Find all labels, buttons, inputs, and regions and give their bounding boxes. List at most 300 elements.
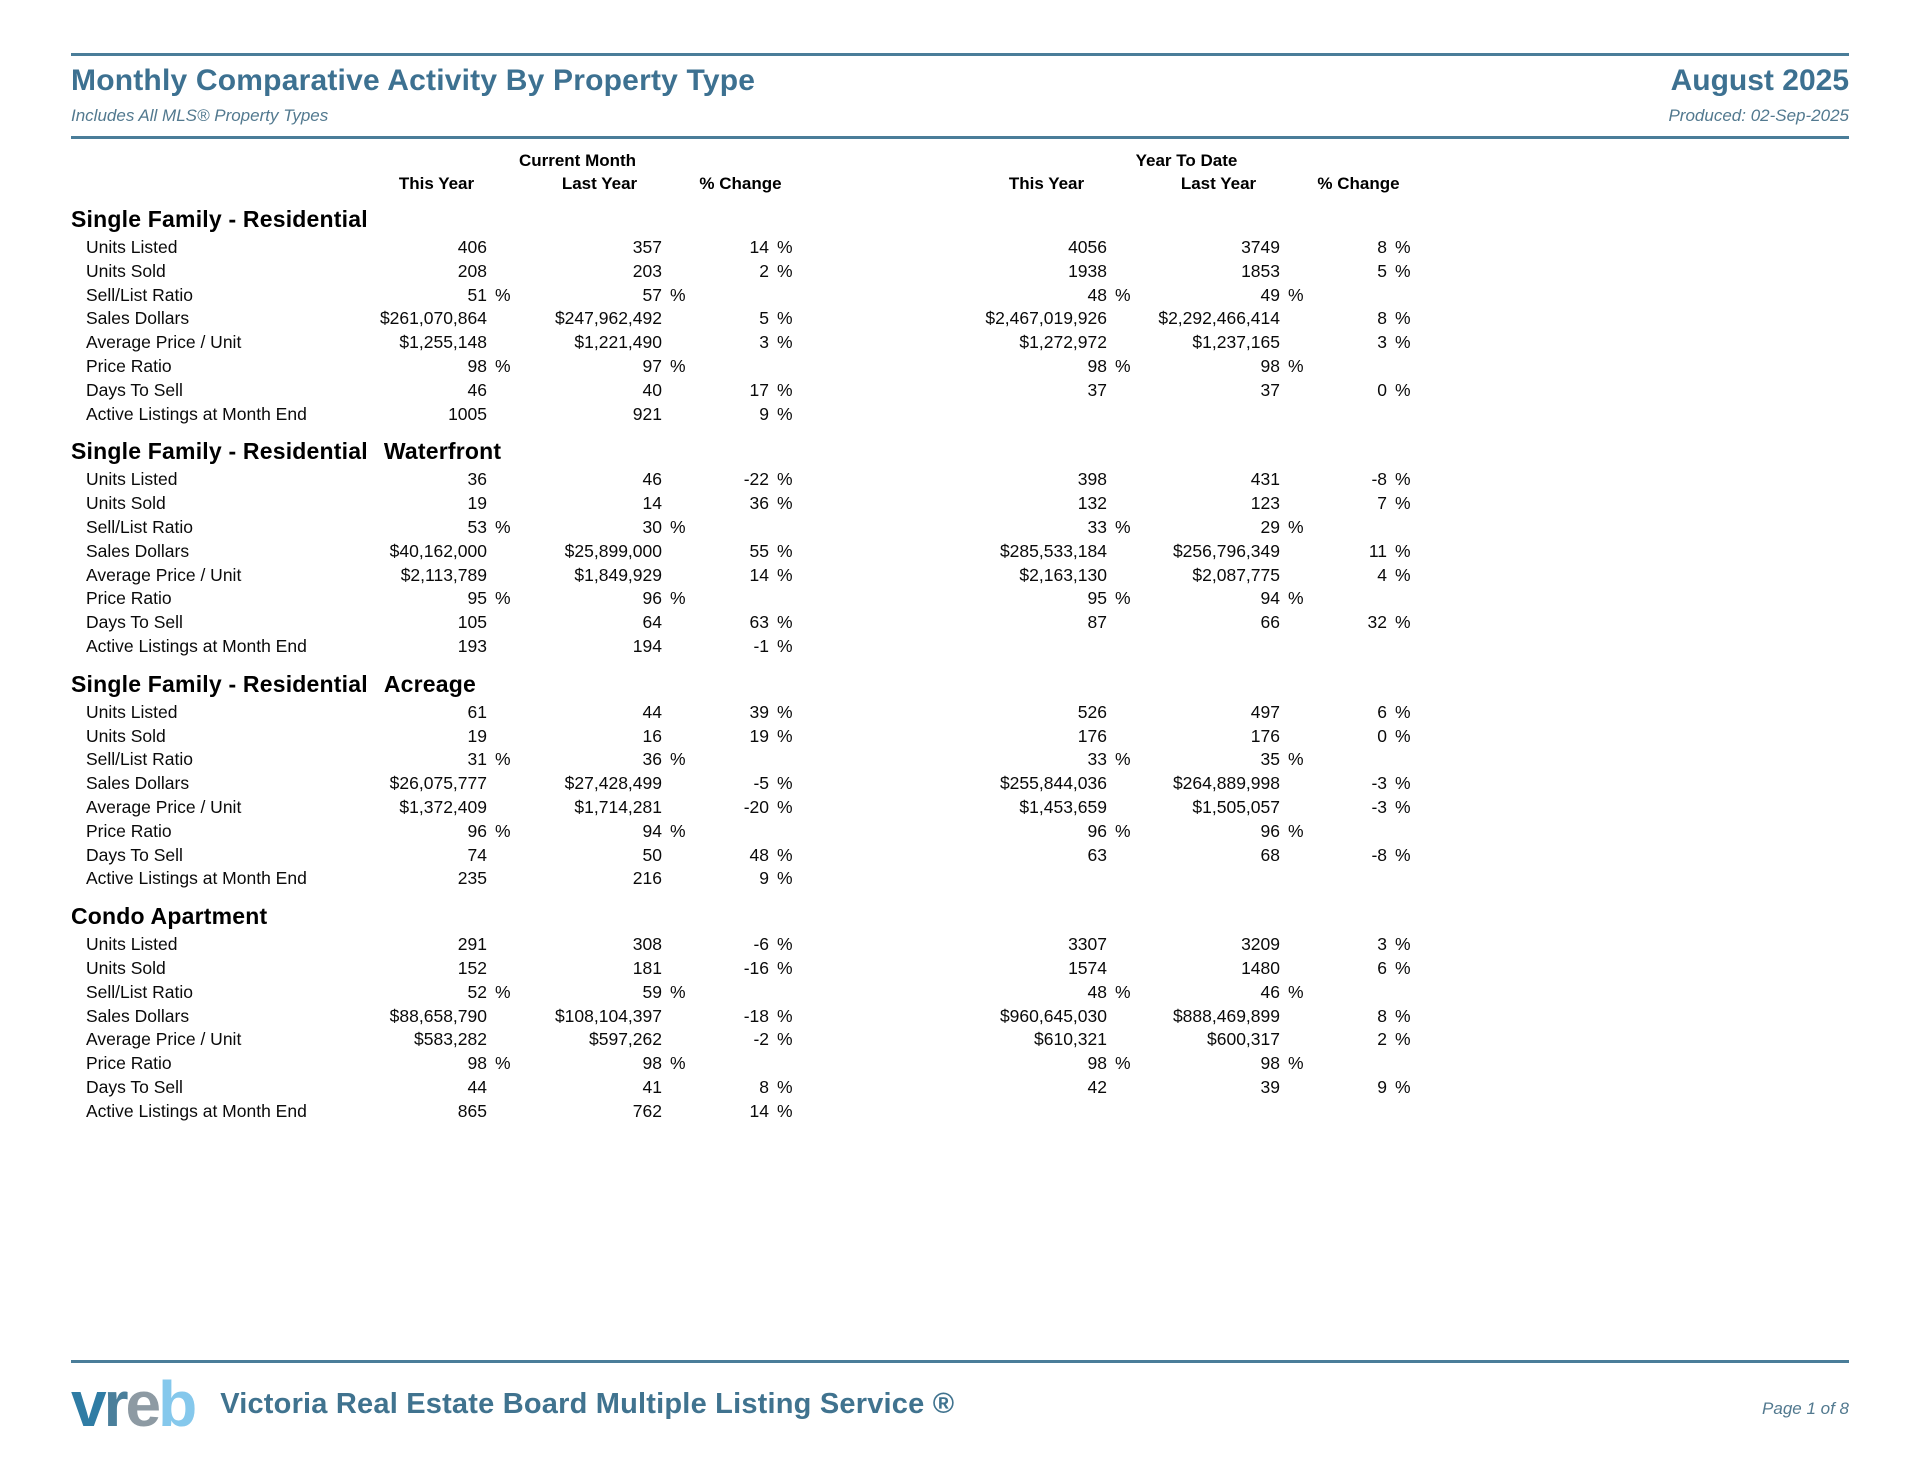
cell-value: 48 [1087,284,1107,305]
row-label: Average Price / Unit [86,796,242,817]
cell-value: 39 [749,701,769,722]
cell-cm-pct-change [687,1100,794,1124]
row-label: Units Listed [86,934,178,955]
cell-value: 98 [467,355,487,376]
row-label: Sell/List Ratio [86,284,193,305]
cell-value: 63 [1087,844,1107,865]
row-label: Price Ratio [86,355,172,376]
cell-value: $2,292,466,414 [1158,308,1280,329]
cell-value: 16 [642,725,662,746]
report-header-right [1668,63,1849,126]
cell-ytd-this-year [961,748,1132,772]
report-table [71,151,1849,1124]
cell-ytd-this-year [961,355,1132,379]
section-rows [71,468,1849,658]
cell-value: 181 [632,957,662,978]
cell-value: 30 [642,516,662,537]
cell-ytd-this-year [961,587,1132,611]
cell-cm-last-year [512,468,687,492]
cell-cm-pct-change [687,516,794,540]
cell-cm-this-year [361,236,512,260]
cell-unit: % [777,868,793,889]
cell-cm-this-year [361,748,512,772]
cell-ytd-last-year [1132,260,1305,284]
cell-ytd-this-year [961,701,1132,725]
cell-value: 46 [467,379,487,400]
page-subtitle: Includes All MLS® Property Types [71,106,329,125]
cell-ytd-this-year [961,635,1132,659]
cell-ytd-last-year [1132,307,1305,331]
cell-ytd-this-year [961,379,1132,403]
cell-cm-pct-change [687,1028,794,1052]
table-row [71,611,1849,635]
cell-value: 6 [1377,701,1387,722]
cell-unit: % [777,237,793,257]
cell-ytd-this-year [961,820,1132,844]
table-row [71,540,1849,564]
cell-cm-this-year [361,1005,512,1029]
cell-value: $247,962,492 [554,308,662,329]
cell-value: -22 [743,469,769,490]
table-row [71,725,1849,749]
cell-unit: % [1395,701,1411,722]
cell-ytd-last-year [1132,236,1305,260]
row-label: Price Ratio [86,820,172,841]
column-header-ytd-last-year: Last Year [1180,174,1257,193]
cell-cm-this-year [361,796,512,820]
page-number: Page 1 of 8 [1762,1399,1849,1418]
table-row [71,468,1849,492]
cell-unit: % [670,820,686,841]
cell-cm-this-year [361,635,512,659]
cell-value: 96 [467,820,487,841]
produced-date: Produced: 02-Sep-2025 [1668,106,1849,125]
cell-value: 8 [1377,1005,1387,1026]
table-row [71,867,1849,891]
cell-value: 176 [1077,725,1107,746]
cell-value: 37 [1087,379,1107,400]
cell-unit: % [495,749,511,770]
cell-value: 68 [1260,844,1280,865]
cell-ytd-last-year [1132,772,1305,796]
cell-value: 4 [1377,564,1387,585]
cell-unit: % [1115,284,1131,305]
section-title: Single Family - Residential [71,670,368,697]
row-label: Active Listings at Month End [86,403,307,424]
cell-value: $597,262 [589,1029,662,1050]
cell-cm-last-year [512,635,687,659]
cell-ytd-last-year [1132,468,1305,492]
cell-value: 49 [1260,284,1280,305]
cell-value: $40,162,000 [389,540,487,561]
cell-cm-this-year [361,725,512,749]
cell-cm-this-year [361,260,512,284]
cell-cm-last-year [512,331,687,355]
cell-unit: % [1395,725,1411,746]
cell-cm-last-year [512,1100,687,1124]
cell-cm-last-year [512,307,687,331]
cell-value: $1,237,165 [1192,332,1280,353]
cell-value: $1,849,929 [574,564,662,585]
cell-unit: % [777,1076,793,1097]
cell-value: 8 [1377,308,1387,329]
brand-text: Victoria Real Estate Board Multiple Listing Service ® [220,1387,955,1420]
row-label: Sales Dollars [86,540,190,561]
cell-value: 193 [457,635,487,656]
cell-unit: % [1288,749,1304,770]
cell-value: $888,469,899 [1172,1005,1280,1026]
cell-value: $2,113,789 [400,564,487,585]
cell-value: $1,272,972 [1019,332,1107,353]
cell-unit: % [777,701,793,722]
cell-unit: % [777,379,793,400]
cell-unit: % [1115,355,1131,376]
cell-unit: % [777,308,793,329]
cell-cm-last-year [512,748,687,772]
cell-unit: % [495,1053,511,1074]
cell-cm-this-year [361,284,512,308]
cell-unit: % [1395,934,1411,955]
cell-value: 208 [457,260,487,281]
cell-value: 235 [457,868,487,889]
cell-cm-pct-change [687,468,794,492]
cell-ytd-pct-change [1305,1028,1412,1052]
cell-ytd-this-year [961,307,1132,331]
cell-value: $1,453,659 [1019,796,1107,817]
table-row [71,403,1849,427]
cell-ytd-last-year [1132,1028,1305,1052]
top-rule [71,53,1849,56]
row-label: Units Sold [86,957,166,978]
section-rows [71,236,1849,426]
cell-value: 87 [1087,612,1107,633]
column-header-row [71,174,1849,194]
cell-value: $264,889,998 [1172,773,1280,794]
cell-ytd-last-year [1132,284,1305,308]
cell-cm-pct-change [687,260,794,284]
column-header-ytd-this-year: This Year [1008,174,1085,193]
cell-cm-this-year [361,564,512,588]
cell-value: 66 [1260,612,1280,633]
cell-unit: % [1395,773,1411,794]
cell-cm-last-year [512,403,687,427]
cell-ytd-last-year [1132,701,1305,725]
page-title: Monthly Comparative Activity By Property Type [71,64,756,97]
cell-value: -16 [743,957,769,978]
cell-value: 762 [632,1100,662,1121]
cell-ytd-last-year [1132,516,1305,540]
cell-cm-last-year [512,725,687,749]
cell-unit: % [1395,469,1411,490]
cell-value: 41 [642,1076,662,1097]
cell-cm-last-year [512,772,687,796]
cell-cm-pct-change [687,540,794,564]
property-type-section [71,903,1849,1123]
cell-value: 36 [749,493,769,514]
table-row [71,260,1849,284]
cell-value: $600,317 [1207,1029,1280,1050]
row-label: Days To Sell [86,844,183,865]
cell-cm-pct-change [687,564,794,588]
cell-unit: % [777,934,793,955]
cell-cm-pct-change [687,587,794,611]
report-header-left [71,63,755,126]
cell-ytd-pct-change [1305,611,1412,635]
cell-unit: % [1115,588,1131,609]
cell-ytd-this-year [961,796,1132,820]
cell-ytd-this-year [961,1076,1132,1100]
cell-ytd-this-year [961,516,1132,540]
cell-unit: % [1395,844,1411,865]
cell-value: 1574 [1068,957,1107,978]
cell-value: 31 [467,749,487,770]
report-header [71,63,1849,126]
cell-value: 308 [632,934,662,955]
row-label: Days To Sell [86,379,183,400]
cell-value: -6 [753,934,769,955]
cell-cm-pct-change [687,867,794,891]
cell-ytd-last-year [1132,796,1305,820]
cell-ytd-pct-change [1305,772,1412,796]
cell-ytd-this-year [961,564,1132,588]
cell-unit: % [1288,516,1304,537]
cell-cm-pct-change [687,701,794,725]
cell-unit: % [495,588,511,609]
row-label: Days To Sell [86,1076,183,1097]
cell-value: $255,844,036 [999,773,1107,794]
cell-cm-this-year [361,701,512,725]
cell-value: 203 [632,260,662,281]
cell-cm-last-year [512,981,687,1005]
cell-value: 96 [1260,820,1280,841]
table-row [71,564,1849,588]
cell-ytd-pct-change [1305,748,1412,772]
cell-cm-this-year [361,981,512,1005]
logo-letter: b [158,1368,195,1440]
cell-cm-last-year [512,1028,687,1052]
cell-ytd-this-year [961,331,1132,355]
row-label: Average Price / Unit [86,332,242,353]
cell-unit: % [1395,1076,1411,1097]
cell-unit: % [777,540,793,561]
cell-unit: % [1115,749,1131,770]
cell-cm-pct-change [687,331,794,355]
cell-value: 95 [1087,588,1107,609]
cell-cm-this-year [361,1100,512,1124]
cell-value: 152 [457,957,487,978]
cell-value: 57 [642,284,662,305]
cell-value: -2 [753,1029,769,1050]
cell-unit: % [1395,564,1411,585]
cell-ytd-pct-change [1305,284,1412,308]
cell-value: 194 [632,635,662,656]
cell-unit: % [1395,1005,1411,1026]
cell-value: -20 [743,796,769,817]
cell-ytd-this-year [961,1028,1132,1052]
cell-cm-last-year [512,564,687,588]
cell-value: 59 [642,981,662,1002]
cell-ytd-this-year [961,772,1132,796]
cell-value: 74 [467,844,487,865]
cell-ytd-last-year [1132,564,1305,588]
cell-value: 398 [1077,469,1107,490]
cell-unit: % [1288,1053,1304,1074]
cell-value: 55 [749,540,769,561]
property-type-section [71,206,1849,426]
cell-ytd-this-year [961,933,1132,957]
row-label: Units Sold [86,493,166,514]
cell-cm-last-year [512,1076,687,1100]
cell-ytd-pct-change [1305,1076,1412,1100]
cell-ytd-this-year [961,260,1132,284]
cell-value: 1938 [1068,260,1107,281]
table-row [71,635,1849,659]
cell-cm-pct-change [687,957,794,981]
cell-cm-pct-change [687,981,794,1005]
cell-value: 2 [759,260,769,281]
cell-value: 44 [467,1076,487,1097]
cell-cm-last-year [512,820,687,844]
cell-ytd-last-year [1132,820,1305,844]
cell-ytd-this-year [961,981,1132,1005]
cell-value: 61 [467,701,487,722]
report-month: August 2025 [1670,64,1849,97]
cell-ytd-pct-change [1305,236,1412,260]
cell-unit: % [495,820,511,841]
cell-ytd-last-year [1132,844,1305,868]
cell-value: 35 [1260,749,1280,770]
cell-unit: % [495,516,511,537]
cell-unit: % [495,284,511,305]
cell-ytd-pct-change [1305,725,1412,749]
cell-ytd-pct-change [1305,492,1412,516]
cell-cm-last-year [512,587,687,611]
cell-value: 64 [642,612,662,633]
cell-value: 33 [1087,749,1107,770]
cell-ytd-this-year [961,957,1132,981]
cell-ytd-pct-change [1305,933,1412,957]
cell-value: 1853 [1241,260,1280,281]
cell-cm-this-year [361,403,512,427]
table-row [71,355,1849,379]
row-label: Sales Dollars [86,1005,190,1026]
cell-cm-last-year [512,957,687,981]
cell-cm-last-year [512,611,687,635]
table-row [71,284,1849,308]
cell-cm-last-year [512,844,687,868]
cell-cm-pct-change [687,796,794,820]
cell-unit: % [1395,260,1411,281]
cell-cm-pct-change [687,820,794,844]
cell-value: $960,645,030 [999,1005,1107,1026]
cell-ytd-pct-change [1305,355,1412,379]
row-label: Active Listings at Month End [86,868,307,889]
cell-unit: % [777,796,793,817]
row-label: Price Ratio [86,588,172,609]
cell-cm-last-year [512,701,687,725]
cell-ytd-this-year [961,611,1132,635]
cell-cm-pct-change [687,635,794,659]
cell-unit: % [1395,237,1411,257]
cell-value: $583,282 [414,1029,487,1050]
cell-ytd-pct-change [1305,587,1412,611]
cell-value: 36 [642,749,662,770]
cell-ytd-this-year [961,236,1132,260]
table-row [71,1052,1849,1076]
table-row [71,701,1849,725]
cell-cm-this-year [361,307,512,331]
cell-cm-this-year [361,1052,512,1076]
cell-value: $610,321 [1034,1029,1107,1050]
cell-value: 96 [1087,820,1107,841]
cell-ytd-last-year [1132,492,1305,516]
cell-value: 95 [467,588,487,609]
cell-ytd-last-year [1132,587,1305,611]
cell-cm-this-year [361,540,512,564]
cell-cm-last-year [512,1005,687,1029]
cell-unit: % [777,564,793,585]
cell-unit: % [777,773,793,794]
cell-value: $26,075,777 [389,773,487,794]
cell-value: 98 [1260,1053,1280,1074]
table-row [71,1005,1849,1029]
cell-unit: % [1288,588,1304,609]
cell-unit: % [1115,1053,1131,1074]
cell-unit: % [1395,957,1411,978]
cell-ytd-pct-change [1305,1052,1412,1076]
cell-unit: % [777,332,793,353]
cell-unit: % [777,1100,793,1121]
cell-ytd-last-year [1132,1076,1305,1100]
cell-value: 132 [1077,493,1107,514]
cell-ytd-pct-change [1305,796,1412,820]
cell-value: 53 [467,516,487,537]
cell-value: 5 [759,308,769,329]
cell-value: 37 [1260,379,1280,400]
cell-cm-this-year [361,820,512,844]
footer-rule [71,1360,1849,1363]
footer-content [71,1368,1849,1440]
cell-cm-pct-change [687,403,794,427]
cell-cm-last-year [512,1052,687,1076]
cell-cm-pct-change [687,933,794,957]
cell-value: $1,255,148 [399,332,487,353]
cell-value: 48 [749,844,769,865]
table-row [71,331,1849,355]
cell-value: $1,221,490 [574,332,662,353]
section-qualifier: Acreage [383,670,476,697]
cell-value: 48 [1087,981,1107,1002]
cell-value: 0 [1377,725,1387,746]
table-row [71,796,1849,820]
cell-value: 0 [1377,379,1387,400]
cell-value: 17 [749,379,769,400]
row-label: Active Listings at Month End [86,1100,307,1121]
row-label: Units Listed [86,469,178,490]
cell-unit: % [1288,284,1304,305]
cell-unit: % [777,844,793,865]
cell-value: 19 [467,493,487,514]
table-row [71,1028,1849,1052]
cell-unit: % [1395,540,1411,561]
cell-value: 3 [1377,934,1387,955]
cell-cm-pct-change [687,355,794,379]
cell-ytd-last-year [1132,1005,1305,1029]
cell-unit: % [1115,516,1131,537]
cell-cm-pct-change [687,236,794,260]
cell-value: -1 [753,635,769,656]
cell-ytd-last-year [1132,748,1305,772]
